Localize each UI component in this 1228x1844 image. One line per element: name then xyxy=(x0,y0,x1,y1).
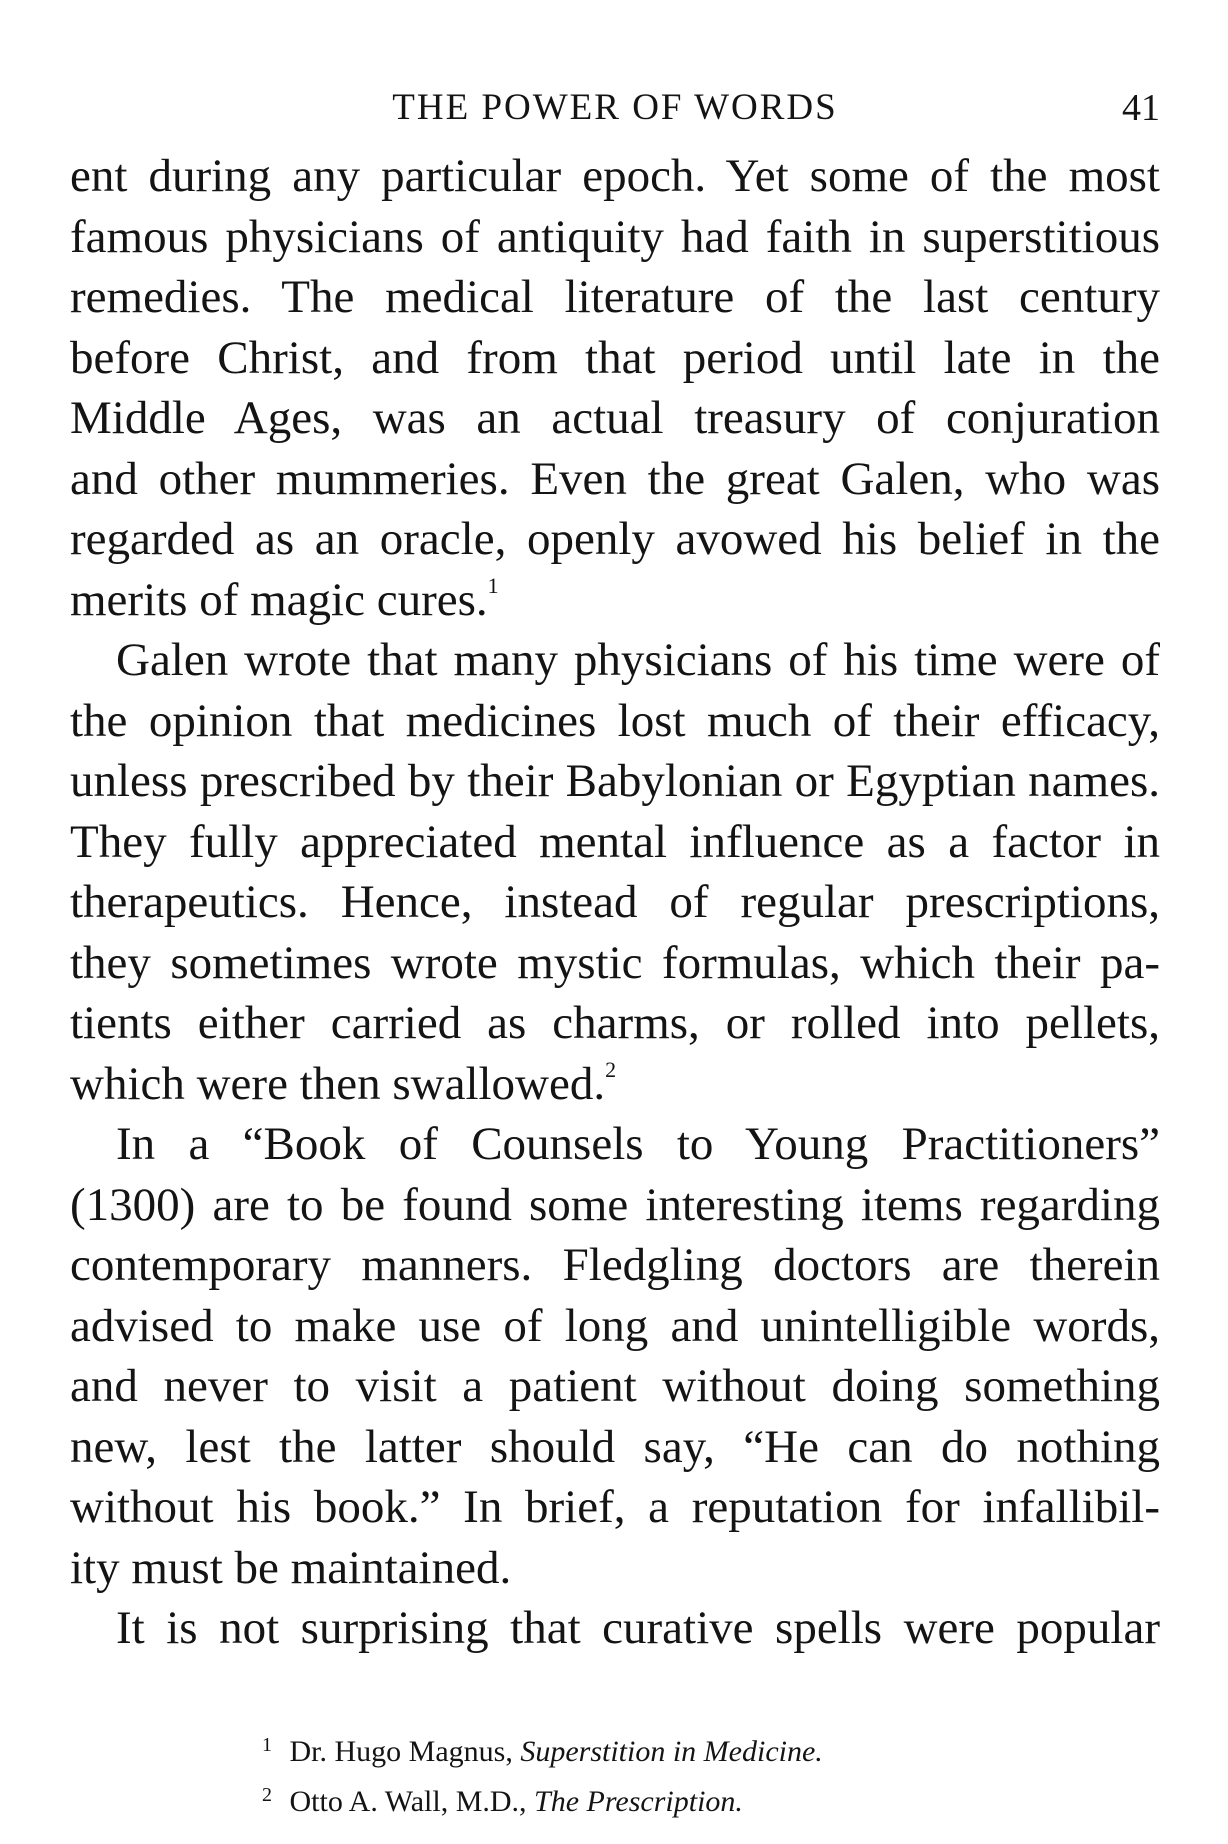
footnote-2 xyxy=(262,1770,1122,1820)
text-line: Galen wrote that many physicians of his time were of xyxy=(116,634,1160,686)
footnote-title: The Prescription. xyxy=(534,1785,743,1818)
text-line xyxy=(70,1054,1160,1115)
text-line: new, lest the latter should say, “He can do nothing xyxy=(70,1420,1160,1473)
footnote-ref-2: 2 xyxy=(605,1056,617,1082)
footnote-mark: 2 xyxy=(262,1784,272,1806)
footnote-title: Superstition in Medicine. xyxy=(520,1735,823,1768)
text-line: famous physicians of antiquity had faith in superstitious xyxy=(70,210,1160,263)
text-line: and never to visit a patient without doing something xyxy=(70,1360,1160,1412)
text-line: remedies. The medical literature of the last century xyxy=(70,271,1160,323)
text-line: the opinion that medicines lost much of their efficacy, xyxy=(70,694,1160,747)
footnote-mark: 1 xyxy=(262,1734,272,1756)
text-line-content: which were then swallowed. xyxy=(70,1057,606,1110)
text-line: before Christ, and from that period until late in the xyxy=(70,331,1160,384)
text-line: It is not surprising that curative spells were popular xyxy=(116,1602,1160,1654)
page-number: 41 xyxy=(1122,87,1160,129)
text-line: unless prescribed by their Babylonian or Egyptian names. xyxy=(70,755,1160,807)
text-line: tients either carried as charms, or rolled into pellets, xyxy=(70,997,1160,1049)
text-line: they sometimes wrote mystic formulas, which their pa- xyxy=(70,936,1160,989)
text-line: (1300) are to be found some interesting items regarding xyxy=(70,1178,1160,1231)
footnote-1 xyxy=(262,1720,1122,1770)
text-line: regarded as an oracle, openly avowed his belief in the xyxy=(70,513,1160,565)
text-line: They fully appreciated mental influence as a factor in xyxy=(70,815,1160,868)
text-line: ent during any particular epoch. Yet some of the most xyxy=(70,150,1160,202)
text-line-content: merits of magic cures. xyxy=(70,573,488,626)
text-line: In a “Book of Counsels to Young Practitioners” xyxy=(116,1118,1160,1170)
running-title: THE POWER OF WORDS xyxy=(392,87,838,128)
footnote-ref-1: 1 xyxy=(487,572,499,598)
text-line: therapeutics. Hence, instead of regular prescriptions, xyxy=(70,876,1160,928)
text-line: and other mummeries. Even the great Galen, who was xyxy=(70,452,1160,505)
text-line: contemporary manners. Fledgling doctors are therein xyxy=(70,1239,1160,1291)
text-line: Middle Ages, was an actual treasury of conjuration xyxy=(70,392,1160,444)
footnote-author: Otto A. Wall, M.D., xyxy=(289,1785,527,1818)
text-line: without his book.” In brief, a reputation for infallibil- xyxy=(70,1481,1160,1533)
footnote-author: Dr. Hugo Magnus, xyxy=(289,1735,513,1768)
body-text xyxy=(70,146,1160,1659)
text-line xyxy=(70,570,1160,631)
text-line: ity must be maintained. xyxy=(70,1541,512,1594)
footnotes xyxy=(262,1720,1122,1820)
running-head xyxy=(70,86,1160,146)
text-line: advised to make use of long and unintelligible words, xyxy=(70,1299,1160,1352)
